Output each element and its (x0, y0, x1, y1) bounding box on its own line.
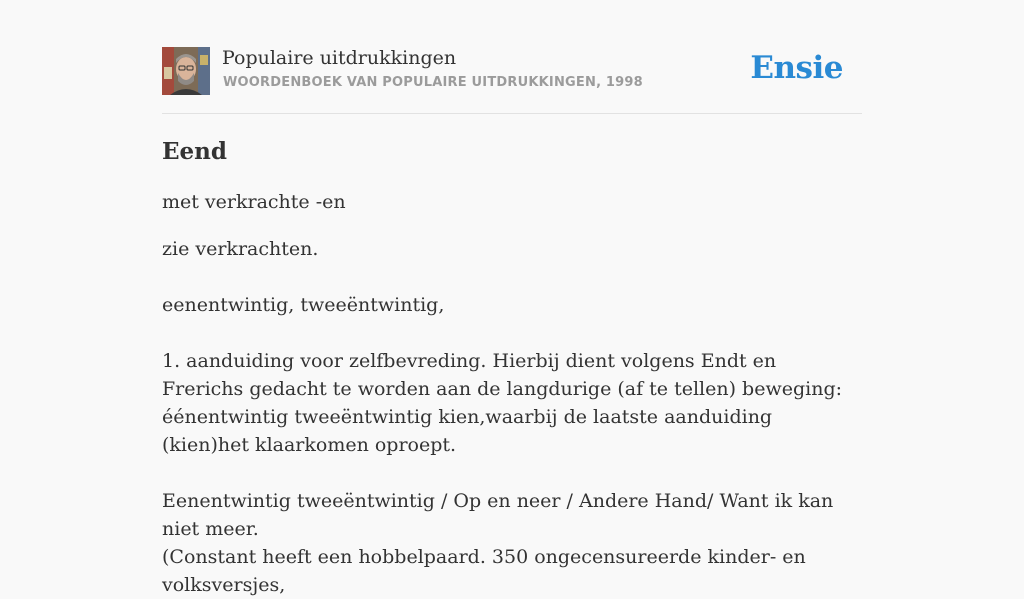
entry-term: Eend (162, 138, 227, 165)
dictionary-entry (162, 137, 862, 599)
entry-subterm: met verkrachte -en (162, 191, 346, 213)
header-divider (162, 113, 862, 114)
author-avatar (162, 47, 210, 95)
source-subtitle: WOORDENBOEK VAN POPULAIRE UITDRUKKINGEN, 1998 (223, 75, 643, 90)
ensie-logo[interactable]: Ensie (750, 50, 843, 86)
source-header (162, 46, 862, 96)
source-title[interactable]: Populaire uitdrukkingen (222, 47, 457, 69)
entry-definition: zie verkrachten. eenentwintig, tweeëntwintig, 1. aanduiding voor zelfbevreding. Hierbij dient volgens Endt en Frerichs gedacht te worden aan de langdurige (af te tellen) beweging: éénentwintig tweeëntwintig kien,waarbij de laatste aanduiding (kien)het klaarkomen oproept. Eenentwintig tweeëntwintig / Op en neer / Andere Hand/ Want ik kan niet meer. (Constant heeft een hobbelpaard. 350 ongecensureerde kinder- en volksversjes, (162, 238, 843, 596)
author-portrait-icon (162, 47, 210, 95)
